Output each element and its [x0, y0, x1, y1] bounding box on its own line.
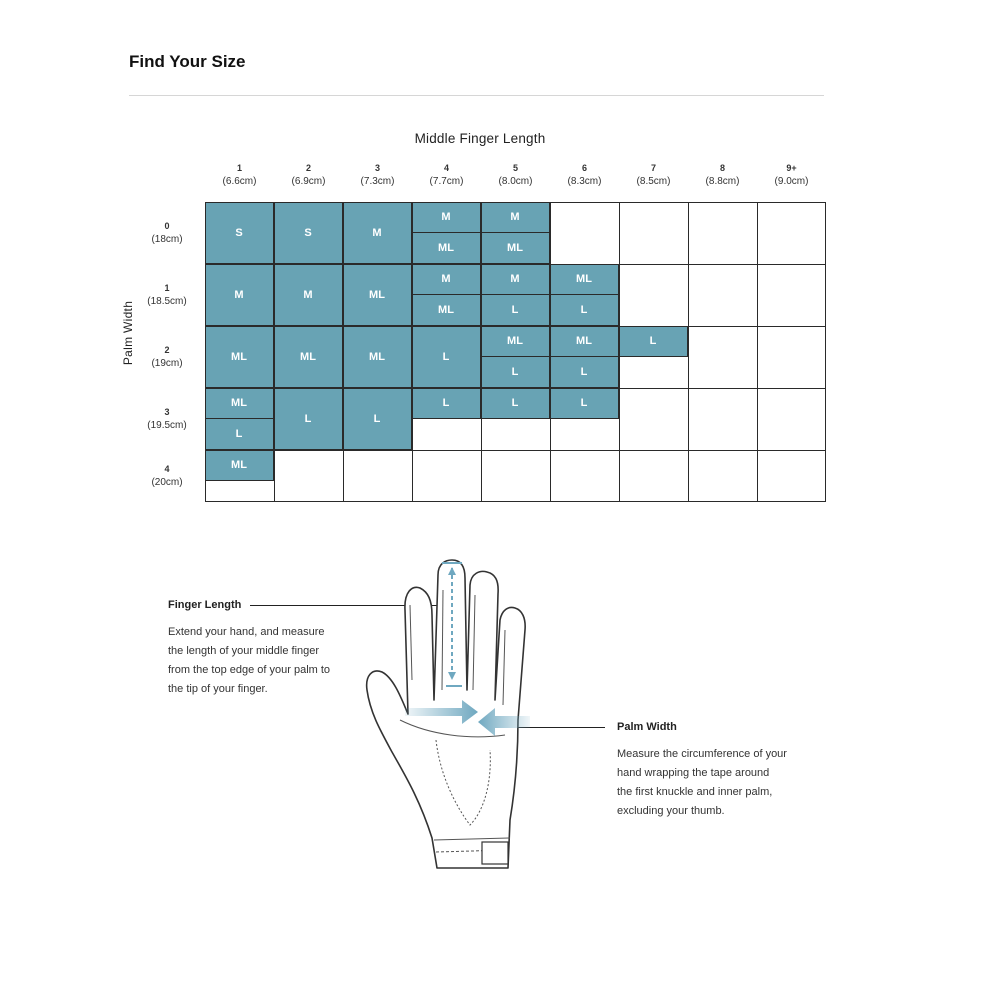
- row-header: [134, 344, 200, 370]
- grid-line: [412, 202, 413, 502]
- row-header: [134, 220, 200, 246]
- grid-line: [550, 202, 551, 502]
- finger-length-line: Extend your hand, and measure: [168, 626, 325, 638]
- column-number: 7: [650, 163, 656, 173]
- size-cell: M: [412, 202, 481, 233]
- size-cell: L: [550, 388, 619, 419]
- size-cell: L: [619, 326, 688, 357]
- size-cell: L: [481, 357, 550, 388]
- palm-width-line: the first knuckle and inner palm,: [617, 786, 773, 798]
- column-number: 8: [719, 163, 725, 173]
- size-cell: M: [274, 264, 343, 326]
- row-number: 0: [164, 221, 170, 231]
- row-header: [134, 463, 200, 489]
- size-cell: L: [550, 295, 619, 326]
- size-cell: ML: [550, 326, 619, 357]
- grid-line: [274, 202, 275, 502]
- column-measure: (7.3cm): [360, 176, 395, 187]
- size-cell: M: [412, 264, 481, 295]
- column-number: 3: [374, 163, 380, 173]
- grid-line: [619, 202, 620, 502]
- size-cell: L: [412, 388, 481, 419]
- row-measure: (18.5cm): [147, 296, 187, 307]
- finger-length-line: the length of your middle finger: [168, 645, 320, 657]
- size-cell: M: [481, 202, 550, 233]
- size-cell: L: [274, 388, 343, 450]
- size-cell: ML: [205, 326, 274, 388]
- column-number: 9+: [786, 163, 797, 173]
- palm-width-line: hand wrapping the tape around: [617, 767, 770, 779]
- column-header: [205, 162, 274, 188]
- grid-line: [205, 501, 826, 502]
- grid-line: [825, 202, 826, 502]
- row-header: [134, 406, 200, 432]
- row-measure: (19cm): [151, 358, 183, 369]
- page-title: Find Your Size: [129, 52, 246, 71]
- size-cell: ML: [205, 450, 274, 481]
- column-measure: (6.9cm): [291, 176, 326, 187]
- finger-length-title: Finger Length: [168, 599, 242, 611]
- column-measure: (8.8cm): [705, 176, 740, 187]
- grid-line: [205, 202, 826, 203]
- row-number: 1: [164, 283, 170, 293]
- y-axis-title: Palm Width: [121, 300, 135, 366]
- column-measure: (9.0cm): [774, 176, 809, 187]
- size-cell: ML: [481, 326, 550, 357]
- row-measure: (20cm): [151, 477, 183, 488]
- column-number: 4: [443, 163, 449, 173]
- row-header: [134, 282, 200, 308]
- column-header: [274, 162, 343, 188]
- column-header: [412, 162, 481, 188]
- size-cell: M: [481, 264, 550, 295]
- grid-line: [757, 202, 758, 502]
- column-measure: (6.6cm): [222, 176, 257, 187]
- size-cell: L: [343, 388, 412, 450]
- palm-width-line: Measure the circumference of your: [617, 748, 787, 760]
- column-number: 6: [581, 163, 587, 173]
- cuff-tab: [482, 842, 508, 864]
- column-number: 2: [305, 163, 311, 173]
- size-cell: ML: [481, 233, 550, 264]
- finger-length-line: from the top edge of your palm to: [168, 664, 331, 676]
- column-header: [550, 162, 619, 188]
- grid-line: [205, 326, 826, 327]
- size-cell: M: [343, 202, 412, 264]
- grid-line: [481, 202, 482, 502]
- size-cell: ML: [412, 295, 481, 326]
- grid-line: [688, 202, 689, 502]
- column-measure: (8.5cm): [636, 176, 671, 187]
- row-measure: (18cm): [151, 234, 183, 245]
- title-divider: [129, 95, 824, 96]
- row-number: 4: [164, 464, 170, 474]
- size-cell: L: [205, 419, 274, 450]
- grid-line: [205, 202, 206, 502]
- size-cell: S: [205, 202, 274, 264]
- row-number: 2: [164, 345, 170, 355]
- size-cell: ML: [412, 233, 481, 264]
- column-measure: (8.3cm): [567, 176, 602, 187]
- column-measure: (8.0cm): [498, 176, 533, 187]
- size-cell: L: [412, 326, 481, 388]
- size-cell: L: [481, 388, 550, 419]
- column-header: [688, 162, 757, 188]
- palm-width-line: excluding your thumb.: [617, 805, 725, 817]
- size-cell: ML: [343, 264, 412, 326]
- glove-illustration: [355, 555, 565, 885]
- column-measure: (7.7cm): [429, 176, 464, 187]
- finger-length-description: [168, 623, 330, 699]
- size-cell: ML: [274, 326, 343, 388]
- size-cell: S: [274, 202, 343, 264]
- row-measure: (19.5cm): [147, 420, 187, 431]
- column-header: [757, 162, 826, 188]
- finger-length-line: the tip of your finger.: [168, 683, 268, 695]
- size-grid: [205, 202, 824, 502]
- column-number: 1: [236, 163, 242, 173]
- grid-line: [205, 450, 826, 451]
- size-cell: ML: [550, 264, 619, 295]
- size-cell: ML: [343, 326, 412, 388]
- x-axis-title: Middle Finger Length: [414, 131, 546, 146]
- grid-line: [205, 264, 826, 265]
- size-cell: ML: [205, 388, 274, 419]
- size-cell: L: [550, 357, 619, 388]
- grid-line: [343, 202, 344, 502]
- size-cell: L: [481, 295, 550, 326]
- column-number: 5: [512, 163, 518, 173]
- palm-width-title: Palm Width: [617, 721, 677, 733]
- column-header: [481, 162, 550, 188]
- column-header: [619, 162, 688, 188]
- row-number: 3: [164, 407, 170, 417]
- size-cell: M: [205, 264, 274, 326]
- column-header: [343, 162, 412, 188]
- palm-width-description: [617, 745, 787, 821]
- grid-line: [205, 388, 826, 389]
